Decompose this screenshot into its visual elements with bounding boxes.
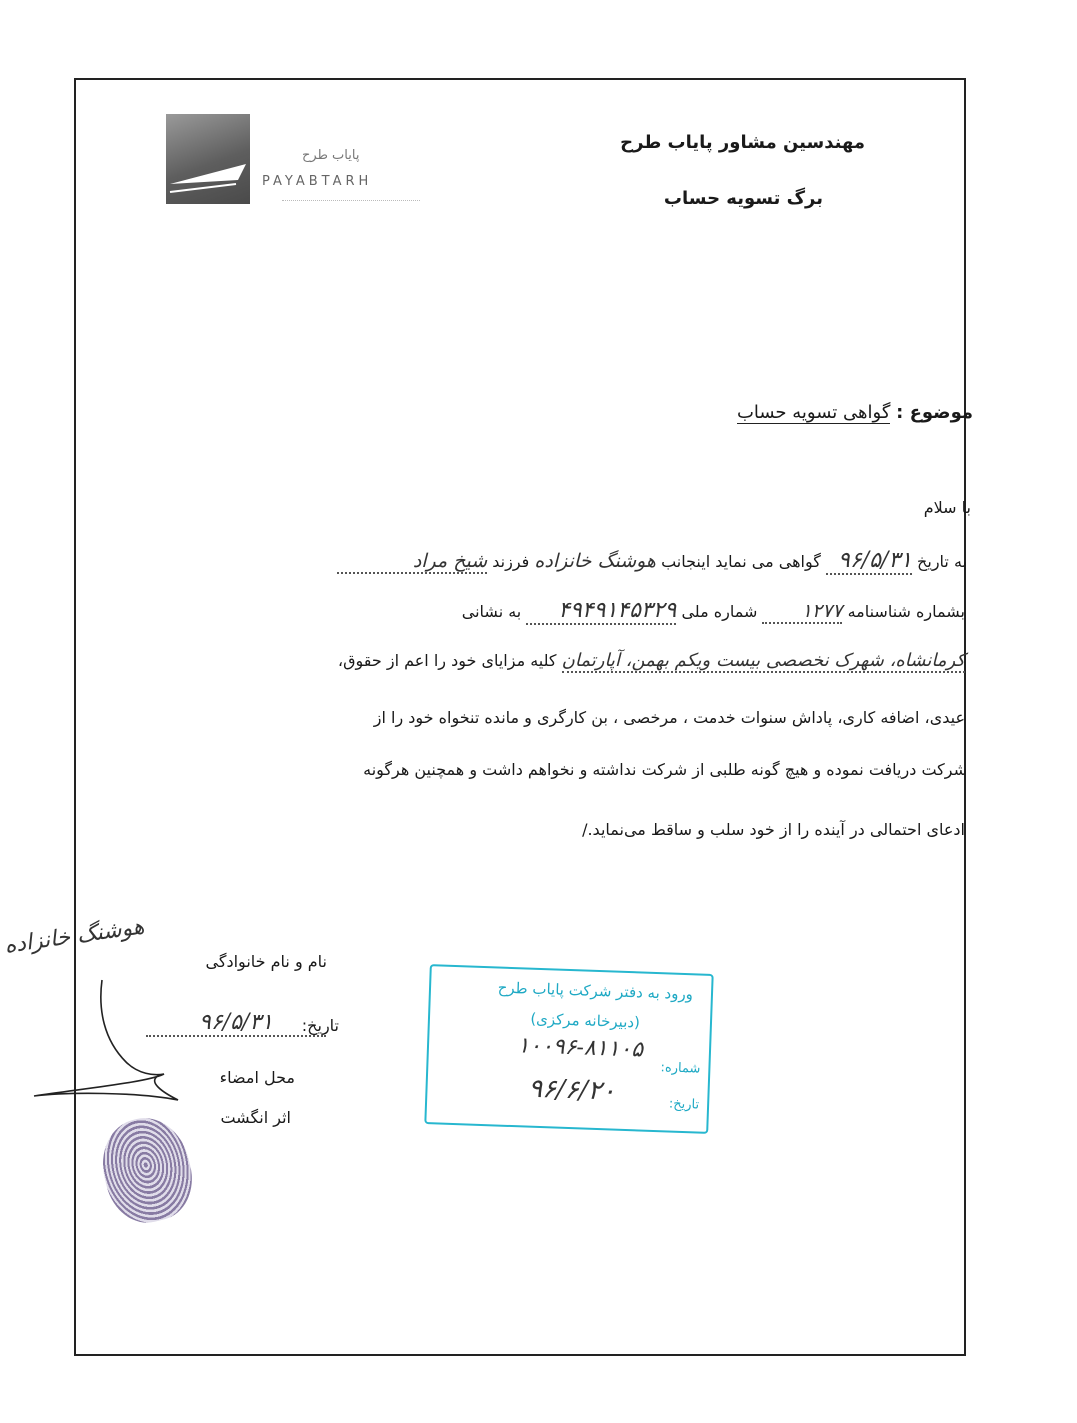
- logo-tagline-rule: [282, 200, 420, 201]
- body-line-5: شرکت دریافت نموده و هیچ گونه طلبی از شرکت نداشته و نخواهم داشت و همچنین هرگونه: [363, 760, 967, 779]
- subject-line: [737, 402, 973, 423]
- logo-mark: [166, 114, 250, 204]
- line2-mid: شماره ملی: [681, 602, 758, 621]
- handwritten-signature: [28, 970, 198, 1120]
- line2-prefix: بشماره شناسنامه: [847, 602, 965, 621]
- body-line-2: [462, 598, 965, 625]
- subject-value: گواهی تسویه حساب: [736, 402, 891, 423]
- registry-stamp: [424, 964, 713, 1134]
- stamp-date-label: تاریخ:: [668, 1096, 700, 1113]
- line2-id: ۱۲۷۷: [762, 600, 842, 624]
- stamp-line1: ورود به دفتر شرکت پایاب طرح: [497, 978, 694, 1004]
- stamp-date-value: ۹۶/۶/۲۰: [527, 1073, 617, 1107]
- line1-date: ۹۶/۵/۳۱: [826, 548, 912, 575]
- stamp-number-label: شماره:: [660, 1060, 701, 1077]
- body-line-6: ادعای احتمالی در آینده را از خود سلب و ساقط می‌نماید./: [582, 820, 965, 839]
- line1-mid: گواهی می نماید اینجانب: [661, 552, 821, 571]
- subject-label: موضوع :: [896, 402, 973, 423]
- line1-suffix: فرزند: [492, 552, 530, 571]
- stamp-line2: (دبیرخانه مرکزی): [530, 1009, 641, 1032]
- line1-name: هوشنگ خانزاده: [534, 550, 656, 572]
- greeting: با سلام: [923, 498, 971, 517]
- line3-text: کلیه مزایای خود را اعم از حقوق،: [337, 651, 557, 670]
- body-line-1: [337, 548, 967, 575]
- line2-national: ۴۹۴۹۱۴۵۳۲۹: [526, 598, 676, 625]
- line3-address: کرمانشاه، شهرک نخصصی بیست ویکم بهمن، آپارتمان: [561, 650, 965, 671]
- name-label: نام و نام خانوادگی: [205, 952, 327, 971]
- company-name: مهندسین مشاور پایاب طرح: [620, 132, 865, 153]
- form-title: برگ تسویه حساب: [663, 188, 823, 209]
- body-line-4: عیدی، اضافه کاری، پاداش سنوات خدمت ، مرخصی ، بن کارگری و مانده تنخواه خود را از: [373, 708, 965, 727]
- thumb-label: اثر انگشت: [220, 1108, 291, 1127]
- sign-label: محل امضاء: [219, 1068, 295, 1087]
- line1-father: شیخ مراد: [337, 550, 487, 574]
- line1-prefix: به تاریخ: [917, 552, 967, 571]
- date-label: تاریخ:: [301, 1016, 339, 1035]
- line2-suffix: به نشانی: [461, 602, 522, 621]
- name-value: هوشنگ خانزاده: [2, 914, 146, 959]
- logo-text-en: PAYABTARH: [262, 174, 373, 189]
- date-value: ۹۶/۵/۳۱: [146, 1010, 326, 1037]
- body-line-3: [338, 650, 965, 673]
- logo-text-fa: پایاب طرح: [302, 148, 360, 163]
- stamp-number-value: ۱۰۰۹۶-۸۱۱۰۵: [517, 1033, 644, 1063]
